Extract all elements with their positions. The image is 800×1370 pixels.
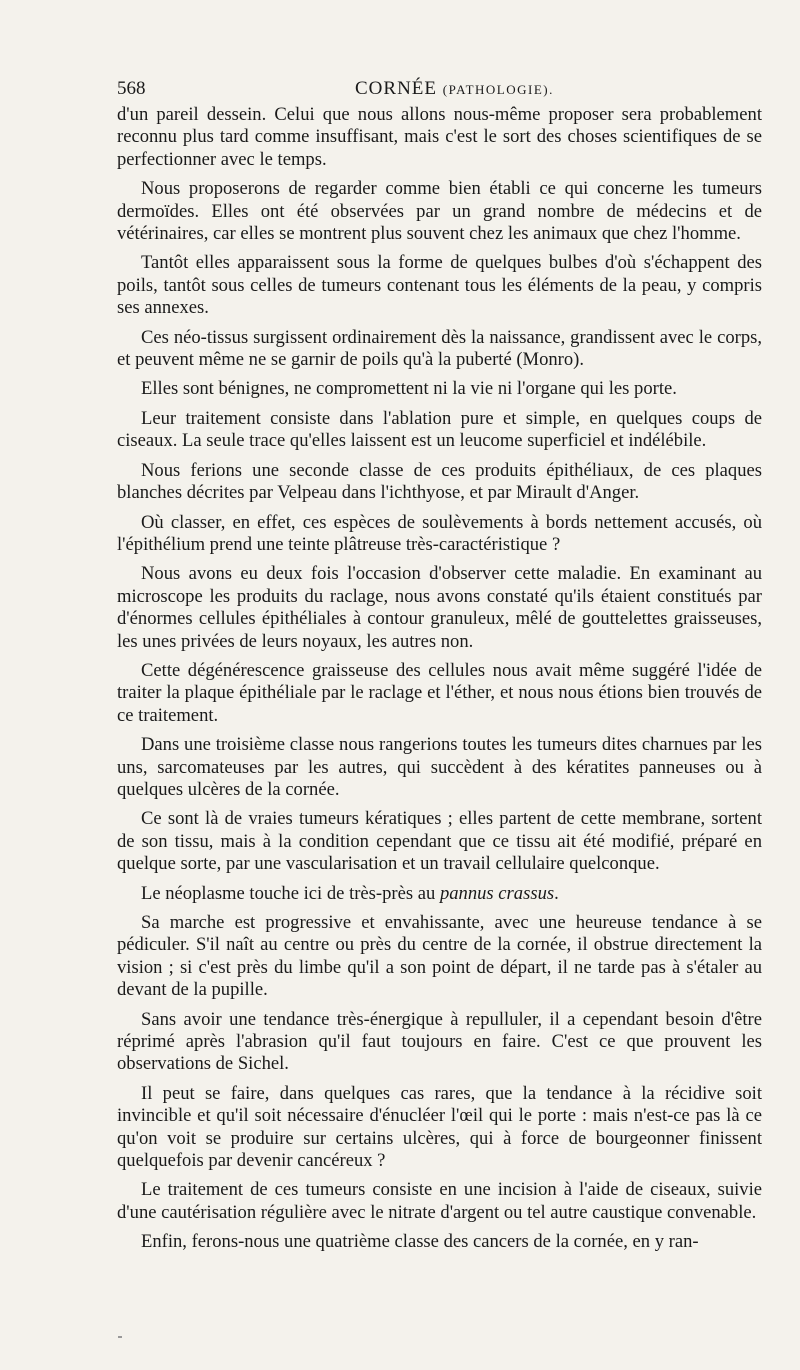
paragraph: Où classer, en effet, ces espèces de soulèvements à bords nettement accusés, où l'épithélium prend une teinte plâtreuse très-caractéristique ?: [117, 511, 762, 555]
paragraph: Leur traitement consiste dans l'ablation pure et simple, en quelques coups de ciseaux. La seule trace qu'elles laissent est un leucome superficiel et indélébile.: [117, 407, 762, 452]
paragraph: Ce sont là de vraies tumeurs kératiques ; elles partent de cette membrane, sortent de son tissu, mais à la condition cependant que ce tissu ait été modifié, préparé en quelque sorte, par une vascularisation et un travail cellulaire quelconque.: [117, 808, 762, 875]
paragraph: Cette dégénérescence graisseuse des cellules nous avait même suggéré l'idée de traiter la plaque épithéliale par le raclage et l'éther, et nous nous étions bien trouvés de ce traitement.: [117, 659, 762, 726]
paragraph: Nous ferions une seconde classe de ces produits épithéliaux, de ces plaques blanches décrites par Velpeau dans l'ichthyose, et par Mirault d'Anger.: [117, 459, 762, 504]
page-number: 568: [117, 78, 146, 99]
paragraph: Ces néo-tissus surgissent ordinairement dès la naissance, grandissent avec le corps, et peuvent même ne se garnir de poils qu'à la puberté (Monro).: [117, 326, 762, 371]
paragraph: Le traitement de ces tumeurs consiste en une incision à l'aide de ciseaux, suivie d'une cautérisation régulière avec le nitrate d'argent ou tel autre caustique convenable.: [117, 1179, 762, 1223]
body-text: [117, 104, 762, 1261]
paragraph: Nous avons eu deux fois l'occasion d'observer cette maladie. En examinant au microscope les produits du raclage, nous avons constaté qu'ils étaient constitués par d'énormes cellules épithéliales à contour granuleux, mêlé de gouttelettes graisseuses, les unes privées de leurs noyaux, les autres non.: [117, 563, 762, 652]
paragraph: Sa marche est progressive et envahissante, avec une heureuse tendance à se pédiculer. S'il naît au centre ou près du centre de la cornée, il obstrue directement la vision ; si c'est près du limbe qu'il a son point de départ, il ne tarde pas à s'étaler au devant de la pupille.: [117, 912, 762, 1001]
paragraph: Dans une troisième classe nous rangerions toutes les tumeurs dites charnues par les uns, sarcomateuses par les autres, qui succèdent à des kératites panneuses ou à quelques ulcères de la cornée.: [117, 734, 762, 800]
paragraph: Il peut se faire, dans quelques cas rares, que la tendance à la récidive soit invincible et qu'il soit nécessaire d'énucléer l'œil qui le porte : mais n'est-ce pas là ce qu'on voit se produire sur certains ulcères, qui à force de bourgeonner finissent quelquefois par devenir cancéreux ?: [117, 1082, 762, 1172]
paragraph-text: Le néoplasme touche ici de très-près au: [141, 882, 436, 904]
trailing-punctuation: .: [554, 882, 559, 904]
paragraph: Nous proposerons de regarder comme bien établi ce qui concerne les tumeurs dermoïdes. Elles ont été observées par un grand nombre de médecins et de vétérinaires, car elles se montrent plus souvent chez les animaux que chez l'homme.: [117, 178, 762, 245]
paragraph: Tantôt elles apparaissent sous la forme de quelques bulbes d'où s'échappent des poils, tantôt sous celles de tumeurs contenant tous les éléments de la peau, y compris ses annexes.: [117, 252, 762, 319]
running-title-main: CORNÉE: [355, 78, 437, 99]
page-header: [117, 78, 762, 102]
paragraph-with-italic: [117, 883, 762, 905]
running-title-subtitle: (PATHOLOGIE).: [442, 82, 554, 97]
paragraph: Enfin, ferons-nous une quatrième classe des cancers de la cornée, en y ran-: [141, 1231, 699, 1253]
running-title: [355, 78, 554, 100]
print-speck: [118, 1336, 122, 1338]
paragraph: Sans avoir une tendance très-énergique à repulluler, il a cependant besoin d'être réprimé après l'abrasion qu'il faut toujours en faire. C'est ce que prouvent les observations de Sichel.: [117, 1008, 762, 1075]
paragraph: Elles sont bénignes, ne compromettent ni la vie ni l'organe qui les porte.: [141, 378, 677, 400]
italic-term: pannus crassus: [439, 882, 555, 904]
paragraph: d'un pareil dessein. Celui que nous allons nous-même proposer sera probablement reconnu plus tard comme insuffisant, mais c'est le sort des choses scientifiques de se perfectionner avec le temps.: [117, 104, 762, 170]
